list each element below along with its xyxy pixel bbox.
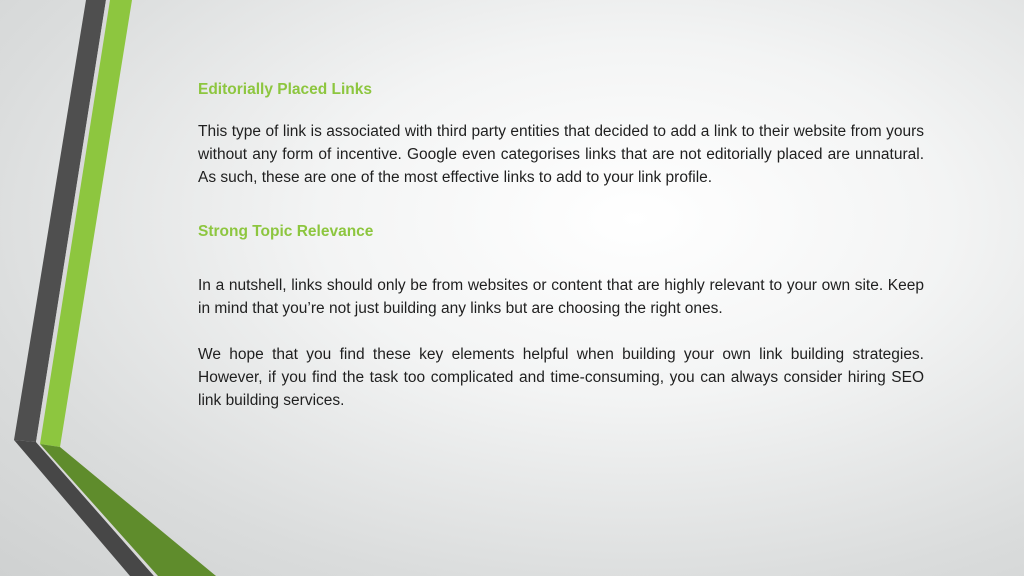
section-body-relevance: In a nutshell, links should only be from websites or content that are highly relevant to your own site. Keep in mind that you’re not just building any links but are choosing the right ones. <box>198 277 924 317</box>
section-title-editorial: Editorially Placed Links <box>198 81 373 98</box>
light-gap-upper <box>36 0 110 444</box>
slide-content <box>198 78 924 412</box>
light-gap-lower <box>36 442 158 576</box>
closing-paragraph: We hope that you find these key elements helpful when building your own link building strategies. However, if you find the task too complicated and time-consuming, you can always consider hiring SEO link building services. <box>198 346 924 409</box>
section-title-relevance: Strong Topic Relevance <box>198 223 374 240</box>
section-body-editorial: This type of link is associated with third party entities that decided to add a link to their website from yours without any form of incentive. Google even categorises links that are not editorially placed are unnatural. As such, these are one of the most effective links to add to your link profile. <box>198 123 924 186</box>
